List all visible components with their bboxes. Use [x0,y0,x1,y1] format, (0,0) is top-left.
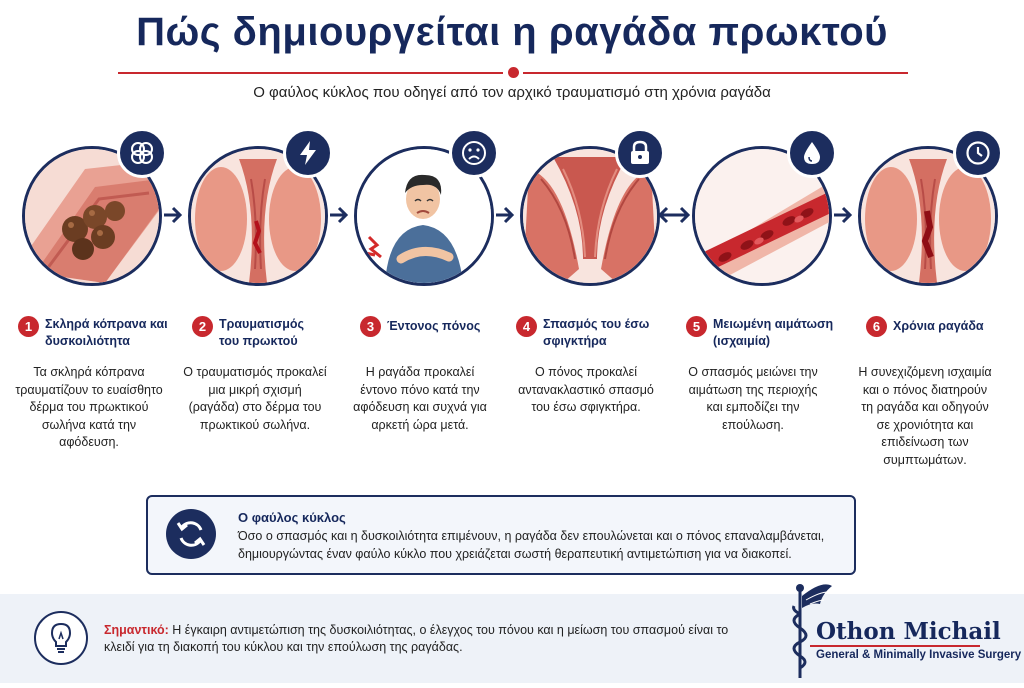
clock-icon [953,128,1003,178]
title-divider-right [523,72,908,74]
flow-arrow-icon [162,205,184,225]
brand-name: Othon Michail [816,618,1001,645]
note-label: Σημαντικό: [104,623,169,637]
step-title: Μειωμένη αιμάτωση (ισχαιμία) [713,317,834,348]
step-3-heading [360,316,520,337]
step-title: Σπασμός του έσω σφιγκτήρα [543,317,650,348]
step-6-illustration [858,146,998,286]
step-title: Σκληρά κόπρανα και δυσκοιλιότητα [45,317,168,348]
lightbulb-icon [34,611,88,665]
step-number: 6 [866,316,887,337]
step-number: 2 [192,316,213,337]
lock-icon [615,128,665,178]
step-6-heading [866,316,1024,337]
flow-arrow-icon [328,205,350,225]
step-1-description: Τα σκληρά κόπρανα τραυματίζουν το ευαίσθητο δέρμα του πρωκτικού σωλήνα κατά την αφόδευση. [15,365,163,449]
title-divider-left [118,72,503,74]
step-number: 3 [360,316,381,337]
drop-icon [787,128,837,178]
page-title: Πώς δημιουργείται η ραγάδα πρωκτού [136,10,888,54]
bidirectional-arrow-icon [657,205,691,225]
page-subtitle: Ο φαύλος κύκλος που οδηγεί από τον αρχικό τραυματισμό στη χρόνια ραγάδα [253,84,771,101]
step-number: 4 [516,316,537,337]
title-divider-dot [508,67,519,78]
cycle-title: Ο φαύλος κύκλος [238,510,346,525]
sad-face-icon [449,128,499,178]
step-title: Έντονος πόνος [387,319,481,333]
stool-icon [117,128,167,178]
step-title: Χρόνια ραγάδα [893,319,984,333]
step-4-description: Ο πόνος προκαλεί αντανακλαστικό σπασμό του έσω σφιγκτήρα. [518,365,654,414]
step-2-heading [192,316,352,350]
step-2-description: Ο τραυματισμός προκαλεί μια μικρή σχισμή (ραγάδα) στο δέρμα του πρωκτικού σωλήνα. [183,365,327,432]
flow-arrow-icon [832,205,854,225]
brand-divider [810,645,980,647]
step-number: 1 [18,316,39,337]
step-1-heading [18,316,178,350]
step-3-description: Η ραγάδα προκαλεί έντονο πόνο κατά την αφόδευση και συχνά για αρκετή ώρα μετά. [353,365,487,432]
step-5-heading [686,316,846,350]
cycle-icon [166,509,216,559]
step-4-illustration [520,146,660,286]
step-6-description: Η συνεχιζόμενη ισχαιμία και ο πόνος διατηρούν τη ραγάδα και οδηγούν σε χρονιότητα και επιδείνωση των συμπτωμάτων. [858,365,992,467]
step-number: 5 [686,316,707,337]
step-1-illustration [22,146,162,286]
step-4-heading [516,316,676,350]
lightning-icon [283,128,333,178]
step-2-illustration [188,146,328,286]
brand-tagline: General & Minimally Invasive Surgery [816,649,1022,661]
cycle-text: Όσο ο σπασμός και η δυσκοιλιότητα επιμένουν, η ραγάδα δεν επουλώνεται και ο πόνος επαναλαμβάνεται, δημιουργώντας έναν φαύλο κύκλο που χρειάζεται σωστή θεραπευτική αντιμετώπιση για να διακοπεί. [238,529,825,561]
step-5-description: Ο σπασμός μειώνει την αιμάτωση της περιοχής και εμποδίζει την επούλωση. [688,365,818,432]
step-3-illustration [354,146,494,286]
step-title: Τραυματισμός του πρωκτού [219,317,305,348]
step-5-illustration [692,146,832,286]
flow-arrow-icon [494,205,516,225]
vicious-cycle-box [146,495,856,575]
important-note [104,622,744,656]
note-text: Η έγκαιρη αντιμετώπιση της δυσκοιλιότητας, ο έλεγχος του πόνου και η μείωση του σπασμού είναι το κλειδί για τη διακοπή του κύκλου και την επούλωση της ραγάδας. [104,623,729,654]
